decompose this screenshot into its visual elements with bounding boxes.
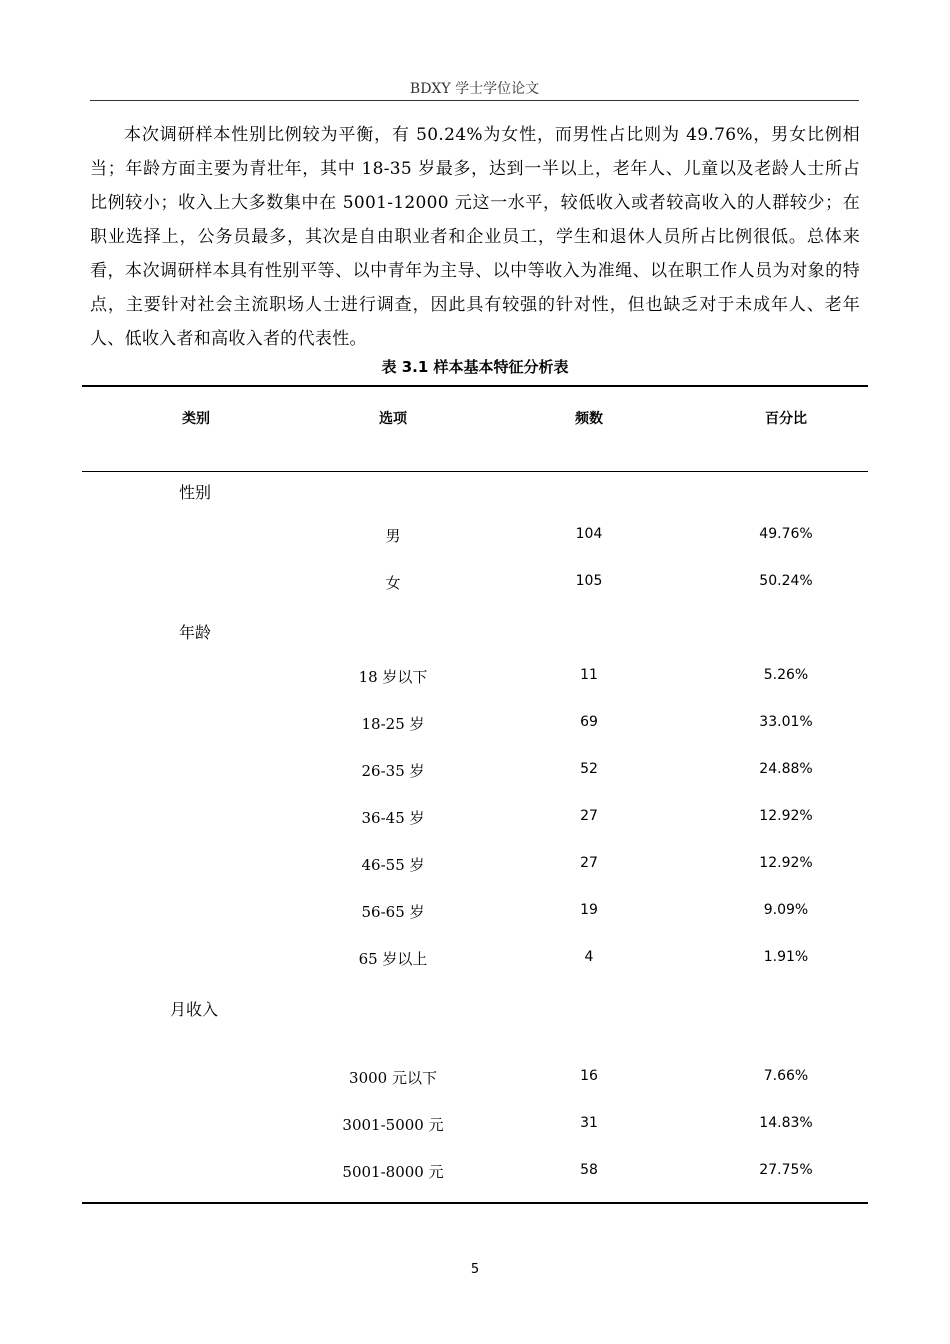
- frequency-cell: 27: [580, 808, 598, 824]
- header-category: 类别: [182, 411, 210, 427]
- table-top-rule: [82, 385, 868, 387]
- category-age: 年龄: [179, 623, 212, 642]
- option-cell: 3000 元以下: [349, 1069, 437, 1087]
- frequency-cell: 27: [580, 855, 598, 871]
- header-percent: 百分比: [765, 411, 807, 427]
- percent-cell: 14.83%: [759, 1115, 813, 1131]
- frequency-cell: 52: [580, 761, 598, 777]
- frequency-cell: 16: [580, 1068, 598, 1084]
- body-paragraph: 本次调研样本性别比例较为平衡，有 50.24%为女性，而男性占比则为 49.76%，男女比例相当；年龄方面主要为青壮年，其中 18-35 岁最多，达到一半以上，老年人、儿童以及老龄人士所占比例较小；收入上大多数集中在 5001-12000 元这一水平，较低收入或者较高收入的人群较少；在职业选择上，公务员最多，其次是自由职业者和企业员工，学生和退休人员所占比例很低。总体来看，本次调研样本具有性别平等、以中青年为主导、以中等收入为准绳、以在职工作人员为对象的特点，主要针对社会主流职场人士进行调查，因此具有较强的针对性，但也缺乏对于未成年人、老年人、低收入者和高收入者的代表性。: [90, 125, 860, 349]
- option-cell: 56-65 岁: [361, 903, 425, 921]
- percent-cell: 5.26%: [763, 667, 809, 683]
- option-cell: 65 岁以上: [358, 950, 428, 968]
- percent-cell: 33.01%: [759, 714, 813, 730]
- option-cell: 女: [385, 574, 401, 592]
- header-frequency: 频数: [575, 411, 603, 427]
- frequency-cell: 104: [575, 526, 603, 542]
- frequency-cell: 19: [580, 902, 598, 918]
- option-cell: 18 岁以下: [358, 668, 428, 686]
- category-income: 月收入: [170, 1000, 219, 1019]
- frequency-cell: 31: [580, 1115, 598, 1131]
- percent-cell: 50.24%: [759, 573, 813, 589]
- percent-cell: 24.88%: [759, 761, 813, 777]
- frequency-cell: 4: [584, 949, 594, 965]
- page-number: 5: [470, 1262, 480, 1277]
- frequency-cell: 105: [575, 573, 603, 589]
- option-cell: 男: [385, 527, 401, 545]
- percent-cell: 27.75%: [759, 1162, 813, 1178]
- header-option: 选项: [379, 411, 407, 427]
- percent-cell: 49.76%: [759, 526, 813, 542]
- frequency-cell: 69: [580, 714, 598, 730]
- option-cell: 26-35 岁: [361, 762, 425, 780]
- table-header-rule: [82, 471, 868, 472]
- table-caption: 表 3.1 样本基本特征分析表: [381, 358, 569, 376]
- header-rule: [90, 100, 859, 101]
- option-cell: 46-55 岁: [361, 856, 425, 874]
- percent-cell: 9.09%: [763, 902, 809, 918]
- option-cell: 18-25 岁: [361, 715, 425, 733]
- category-gender: 性别: [179, 483, 212, 502]
- option-cell: 3001-5000 元: [342, 1116, 444, 1134]
- option-cell: 5001-8000 元: [342, 1163, 444, 1181]
- running-header: BDXY 学士学位论文: [409, 81, 540, 97]
- option-cell: 36-45 岁: [361, 809, 425, 827]
- percent-cell: 12.92%: [759, 808, 813, 824]
- table-bottom-rule: [82, 1202, 868, 1204]
- percent-cell: 12.92%: [759, 855, 813, 871]
- percent-cell: 7.66%: [763, 1068, 809, 1084]
- frequency-cell: 58: [580, 1162, 598, 1178]
- frequency-cell: 11: [580, 667, 598, 683]
- percent-cell: 1.91%: [763, 949, 809, 965]
